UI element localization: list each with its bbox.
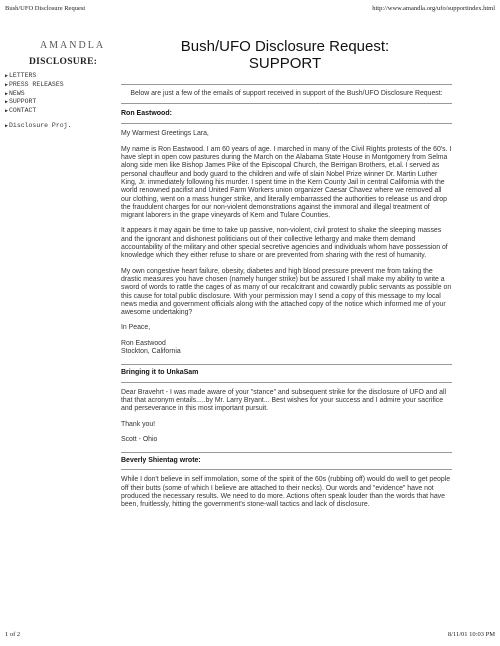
nav-item-contact[interactable] xyxy=(5,107,120,116)
divider xyxy=(121,364,452,365)
page-title xyxy=(160,38,410,72)
sidebar xyxy=(5,40,120,131)
divider xyxy=(121,382,452,383)
nav-item-label: SUPPORT xyxy=(9,98,37,106)
nav-item-news[interactable] xyxy=(5,90,120,99)
nav-item-disclosure-project[interactable] xyxy=(5,122,120,131)
sidebar-nav xyxy=(5,72,120,131)
print-header-url: http://www.amandla.org/ufo/supportindex.html xyxy=(372,5,495,12)
triangle-right-icon: ▶ xyxy=(5,81,9,88)
signature-name: Ron Eastwood xyxy=(121,339,166,347)
letter-author: Ron Eastwood: xyxy=(121,110,172,118)
nav-item-label: Disclosure Proj. xyxy=(9,121,72,129)
page-title-line2: SUPPORT xyxy=(248,55,322,72)
letter-paragraph: Dear Bravehrt - I was made aware of your "stance" and subsequent strike for the disclosure of UFO and all that that acronym entails.....by Mr. Larry Bryant... Best wishes for your success and I admire your sacrifice and perseverance in this most important pursuit. xyxy=(121,388,447,413)
divider xyxy=(121,103,452,104)
letter-paragraph: In Peace, xyxy=(121,324,151,332)
intro-text: Below are just a few of the emails of support received in support of the Bush/UFO Disclosure Request: xyxy=(130,90,443,97)
triangle-right-icon: ▶ xyxy=(5,90,9,97)
letter-paragraph: Thank you! xyxy=(121,420,156,428)
page-number: 1 of 2 xyxy=(5,631,21,638)
triangle-right-icon: ▶ xyxy=(5,73,9,79)
triangle-right-icon: ▶ xyxy=(5,99,9,106)
letter-paragraph: While I don't believe in self immolation, some of the spirit of the 60s (rubbing off) would do well to get people off their butts (some of which I believe are attached to their necks). Our words and "evidence" have not produced the necessary results. We need to do more. Actions often speak louder than the words that have been, fruitlessly, hitting the government's stone-wall tactics and lack of disclosure. xyxy=(121,476,451,509)
nav-item-letters[interactable] xyxy=(5,72,120,81)
print-header xyxy=(5,5,495,15)
nav-item-label: NEWS xyxy=(9,89,25,97)
nav-item-label: CONTACT xyxy=(9,107,37,115)
letter-signature xyxy=(121,340,452,357)
nav-item-label: PRESS RELEASES xyxy=(9,80,64,88)
triangle-right-icon: ▶ xyxy=(5,122,9,129)
amandla-logo[interactable]: AMANDLA xyxy=(39,40,106,51)
divider xyxy=(121,469,452,470)
page-title-line1: Bush/UFO Disclosure Request: xyxy=(180,38,390,55)
nav-item-support[interactable] xyxy=(5,98,120,107)
letter-author: Bringing it to UnkaSam xyxy=(121,369,199,377)
signature-place: Stockton, California xyxy=(121,348,181,356)
letter-author: Beverly Shientag wrote: xyxy=(121,457,201,465)
divider xyxy=(121,123,452,124)
letter-paragraph: My name is Ron Eastwood. I am 60 years of age. I marched in many of the Civil Rights protests of the 60's. I have slept in open cow pastures during the March on the Alabama State House in Montgomery from Selma along side men like Bishop James Pike of the Episcopal Church, the Berrigan Brothers, et.al. I served as personal chauffeur and body guard to the children and wife of slain Nobel Prize winner Dr. Martin Luther King, Jr. immediately following his murder. I spent time in the Kern County Jail in central California with the world renowned pacifist and United Farm Workers union organizer Caesar Chavez where we removed all our clothing, went on a mass hunger strike, and literally embarrassed the authorities to release us and drop the fraudulent charges for our non-violent demonstrations against the immoral and illegal treatment of migrant laborers in the grape vineyards of Kern and Tulare Counties. xyxy=(121,145,452,220)
triangle-right-icon: ▶ xyxy=(5,108,9,115)
divider xyxy=(121,452,452,453)
letter-paragraph: My own congestive heart failure, obesity, diabetes and high blood pressure prevent me from taking the drastic measures you have chosen (namely hunger strike) but be assured I shall make my ability to write a sword of words to rattle the cages of as many of our recalcitrant and cowardly public servants as possible on this cause for total public disclosure. With your permission may I send a copy of this message to my local news media and government officials along with the attached copy of the notice which informed me of your awesome undertaking? xyxy=(121,267,452,317)
main-content xyxy=(121,84,452,517)
letter-signature: Scott - Ohio xyxy=(121,435,158,443)
print-datetime: 8/11/01 10:03 PM xyxy=(447,631,495,638)
divider xyxy=(121,84,452,85)
letter-paragraph: It appears it may again be time to take up passive, non-violent, civil protest to shake the sleeping masses and the ignorant and dishonest politicians out of their collective lethargy and make them demand accountability of the military and other special secretive agencies and individuals whom have possession of knowledge which they either refuse to share or are prevented from sharing with the rest of humanity. xyxy=(121,227,448,260)
letter-salutation: My Warmest Greetings Lara, xyxy=(121,129,209,137)
nav-item-press-releases[interactable] xyxy=(5,81,120,90)
nav-item-label: LETTERS xyxy=(9,72,37,79)
print-header-title: Bush/UFO Disclosure Request xyxy=(5,5,86,12)
disclosure-heading: DISCLOSURE: xyxy=(29,57,98,67)
